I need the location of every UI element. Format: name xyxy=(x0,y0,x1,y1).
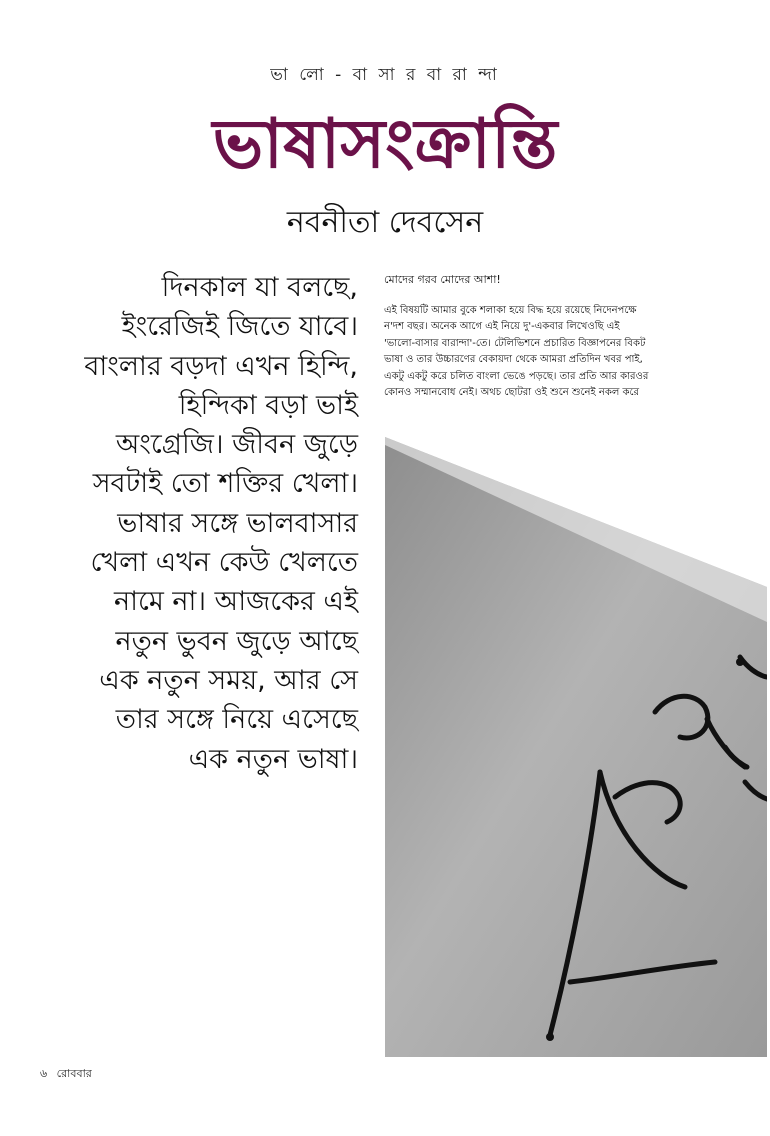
article-body xyxy=(384,303,724,401)
pull-quote-line: বাংলার বড়দা এখন হিন্দি, xyxy=(84,350,358,382)
pull-quote-line: নামে না। আজকের এই xyxy=(114,586,358,618)
article-line: ভাষা ও তার উচ্চারণের বেকায়দা থেকে আমরা প্রতিদিন খবর পাই, xyxy=(384,354,643,366)
article-line: 'ভালো-বাসার বারান্দা'-তে। টেলিভিশনে প্রচারিত বিজ্ঞাপনের বিকট xyxy=(384,337,646,349)
page-number: ৬ xyxy=(40,1067,48,1080)
author-name: নবনীতা দেবসেন xyxy=(286,205,484,240)
handwriting-photo-art xyxy=(385,437,767,1057)
article-line: এই বিষয়টি আমার বুকে শলাকা হয়ে বিদ্ধ হয়ে রয়েছে নিদেনপক্ষে xyxy=(384,305,637,316)
pull-quote-line: তার সঙ্গে নিয়ে এসেছে xyxy=(115,704,358,736)
article-line: একটু একটু করে চলিত বাংলা ভেঙে পড়ছে। তার প্রতি আর কারওর xyxy=(384,370,649,382)
page-footer xyxy=(40,1065,98,1084)
pull-quote-line: হিন্দিকা বড়া ভাই xyxy=(178,389,358,421)
publication-name: রোববার xyxy=(56,1067,92,1080)
pull-quote-line: ইংরেজিই জিতে যাবে। xyxy=(121,311,358,343)
page-title: ভাষাসংক্রান্তি xyxy=(212,105,558,184)
pull-quote xyxy=(40,268,358,779)
article-line: ন'দশ বছর। অনেক আগে এই নিয়ে দু'-একবার লিখেওছি এই xyxy=(384,321,620,333)
article-line: কোনও সম্মানবোধ নেই। অথচ ছোটরা ওই শুনে শুনেই নকল করে xyxy=(384,387,639,399)
pull-quote-line: অংগ্রেজি। জীবন জুড়ে xyxy=(115,429,358,461)
pull-quote-line: এক নতুন ভাষা। xyxy=(188,743,358,775)
pull-quote-line: এক নতুন সময়, আর সে xyxy=(99,664,358,696)
pull-quote-line: সবটাই তো শক্তির খেলা। xyxy=(92,468,358,500)
article-subhead: মোদের গরব মোদের আশা! xyxy=(384,273,501,286)
kicker: ভা লো - বা সা র বা রা ন্দা xyxy=(270,65,500,85)
pull-quote-line: ভাষার সঙ্গে ভালবাসার xyxy=(117,507,358,539)
handwriting-photo xyxy=(385,437,767,1057)
pull-quote-line: খেলা এখন কেউ খেলতে xyxy=(90,547,358,579)
pull-quote-line: নতুন ভুবন জুড়ে আছে xyxy=(115,625,358,657)
pull-quote-line: দিনকাল যা বলছে, xyxy=(161,272,358,303)
